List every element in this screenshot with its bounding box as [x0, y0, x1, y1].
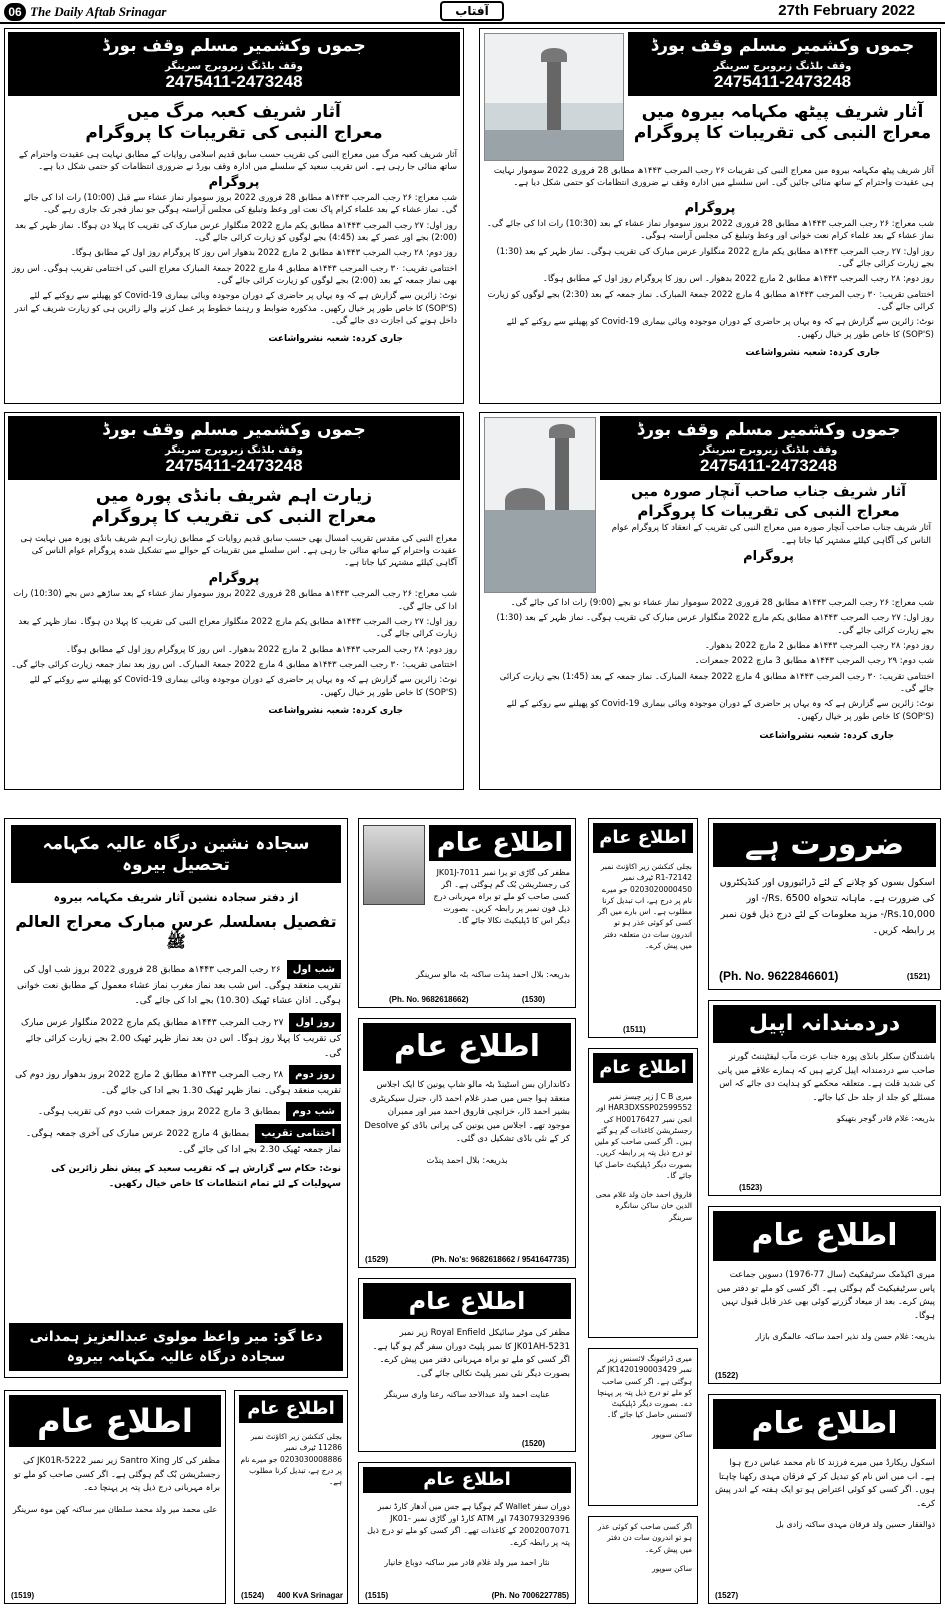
ad-title-line2: معراج النبی کی تقریب کا پروگرام	[91, 507, 377, 528]
dargah-schedule	[5, 960, 347, 1192]
board-phones: 2475411-2473248	[699, 456, 838, 475]
tag-shab-awal: شب اول	[287, 960, 341, 979]
program-item: اختتامی تقریب: ۳۰ رجب المرجب ۱۴۴۳ھ مطابق 4 مارچ 2022 جمعۃ المبارک۔ نماز جمعہ کے بعد (2:30) بجے لوگوں کو زیارت کرائی جائے گی۔	[487, 289, 934, 312]
program-item: شب دوم: ۲۹ رجب المرجب ۱۴۴۳ھ مطابق 3 مارچ 2022 جمعرات۔	[694, 656, 934, 667]
program-list	[480, 218, 940, 341]
program-item: شب معراج: ۲۶ رجب المرجب ۱۴۴۳ھ مطابق 28 فروری 2022 بروز سوموار نماز عشاء کے بعد (10:30) رات ادا کی جائے گی۔ نماز عشاء کے بعد علماء کرام نعت خوانی اور وعظ وتبلیغ کی مجلس آراستہ ہوگی۔	[486, 219, 934, 242]
notice-body: میری ڈرائیونگ لائسنس زیر نمبر JK1420190003429 گم ہوگئی ہے۔ اگر کسی صاحب کو ملے تو درج ذیل پتہ پر پہنچا دے۔ بصورت دیگر ڈپلیکیٹ لائسنس حاصل کیا جائے گا۔	[596, 1354, 692, 1420]
ad-title-line1: آثار شریف جناب صاحب آنچار صورہ میں	[631, 484, 906, 500]
dargah-head: سجادہ نشین درگاہ عالیہ مکہامہ تحصیل بیروہ	[11, 825, 341, 883]
ad-intro: آثار شریف پیٹھ مکہامہ بیروہ میں معراج النبی کی تقریبات ۲۶ رجب المرجب ۱۴۴۳ھ مطابق 28 فروری 2022 سوموار نہایت ہی عقیدت واحترام کے ساتھ منائی جائیں گی۔ اس سلسلے میں ادارہ وقف نے ضروری انتظامات کو حتمی شکل دیا ہے۔	[493, 166, 934, 189]
notice-by: عنایت احمد ولد عبدالاحد ساکنہ رعنا واری سرینگر	[384, 1390, 550, 1400]
ad-title-line1: آثار شریف کعبہ مرگ میں	[127, 102, 341, 122]
ad-title-line1: آثار شریف پیٹھ مکہامہ بیروہ میں	[641, 102, 924, 122]
waqf-ad-bandipora	[4, 412, 464, 790]
program-label: پروگرام	[208, 571, 260, 587]
program-item: روز دوم: ۲۸ رجب المرجب ۱۴۴۳ھ مطابق 2 مارچ 2022 بدھوار۔ اس روز کا پروگرام روز اول کے مطابق ہوگا۔	[542, 274, 934, 285]
program-item: روز دوم: ۲۸ رجب المرجب ۱۴۴۳ھ مطابق 2 مارچ 2022 بدھوار اس روز کا پروگرام روز اول کے مطابق ہوگا۔	[70, 248, 457, 259]
issuer: جاری کردہ: شعبہ نشرواشاعت	[759, 730, 894, 741]
notice-ref: (1515)	[365, 1591, 389, 1600]
board-phones: 2475411-2473248	[165, 456, 303, 475]
paper-logo: آفتاب	[440, 1, 504, 21]
notice-body: دکانداران بس اسٹینڈ بٹہ مالو شاپ یونین کا ایک اجلاس منعقد ہوا جس میں صدر غلام احمد ڈار، جنرل سیکریٹری بشیر احمد ڈار، خزانچی فاروق احمد میر اور ممبران موجود تھے۔ اجلاس میں یونین کی پرانی باڈی کو Desolve کر کے نئی باڈی تشکیل دی گئی۔	[364, 1080, 570, 1145]
notice-by: 400 KvA Srinagar	[277, 1591, 343, 1600]
page-number: 06	[4, 3, 26, 21]
tag-roz-awal: روز اول	[289, 1013, 341, 1032]
person-photo	[363, 825, 425, 905]
paper-name: The Daily Aftab Srinagar	[30, 4, 167, 19]
notice-1511	[588, 818, 698, 1038]
ad-title-line2: معراج النبی کی تقریبات کا پروگرام	[85, 123, 383, 144]
program-item: اختتامی تقریب: ۳۰ رجب المرجب ۱۴۴۳ھ مطابق 4 مارچ 2022 جمعۃ المبارک۔ نماز جمعہ کے بعد (1:45) بجے زیارت کرائی جائے گی۔	[499, 671, 934, 694]
waqf-ad-anchar-soura	[479, 412, 941, 790]
notice-small	[588, 1516, 698, 1604]
covid-note: نوٹ: زائرین سے گزارش ہے کہ وہ یہاں پر حاضری کے دوران موجودہ وبائی بیماری Covid-19 کو پھیلنے سے روکنے کے لئے (SOP'S) کا خاص طور پر خیال رکھیں۔ مذکورہ ضوابط و رہنما خطوط پر عمل کرنے والے زائرین ہی کو زیارت شریف کے اندر داخل ہونے کی اجازت دی جائے گی۔	[14, 291, 457, 326]
issuer: جاری کردہ: شعبہ نشرواشاعت	[745, 347, 880, 358]
notice-ref: (1524)	[241, 1591, 265, 1600]
dargah-note: نوٹ: حکام سے گزارش ہے کہ تقریب سعید کے پیش نظر زائرین کی سہولیات کے لئے تمام انتظامات کا خاص خیال رکھیں۔	[51, 1163, 341, 1190]
notice-1515	[358, 1462, 576, 1604]
notice-1524	[234, 1390, 348, 1604]
schedule-item: روز دوم۲۸ رجب المرجب ۱۴۴۳ھ مطابق 2 مارچ 2022 بروز بدھوار روز دوم کی تقریب منعقد ہوگی۔ نماز ظہر ٹھیک 1.30 بجے ادا کی جائے گی۔	[11, 1065, 341, 1099]
program-item: روز اول: ۲۷ رجب المرجب ۱۴۴۳ھ مطابق یکم مارچ 2022 منگلوار عرس مبارک کی تقریب ہوگی۔ نماز ظہر کے بعد (1:30) بجے زیارت کرائی جائے گی۔	[496, 246, 934, 269]
notice-1520	[358, 1278, 576, 1452]
notice-body: بجلی کنکشن زیر اکاؤنٹ نمبر 11286 ٹیرف نمبر 0203030008886 جو میرے نام پر درج ہے، تبدیل کرنا مطلوب ہے۔	[240, 1432, 342, 1486]
notice-heading: اطلاع عام	[593, 823, 693, 853]
page-header	[0, 0, 945, 24]
ad-intro: آثار شریف جناب صاحب آنچار صورہ میں معراج النبی کی تقریب کے انعقاد کا پروگرام عوام الناس کی آگاہی کیلئے مشتہر کیا جاتا ہے۔	[611, 523, 931, 546]
waqf-ad-makhama-beerwah	[479, 28, 941, 404]
board-phones: 2475411-2473248	[165, 72, 303, 91]
wanted-ad	[708, 818, 941, 990]
schedule-item: شب دومبمطابق 3 مارچ 2022 بروز جمعرات شب دوم کی تقریب ہوگی۔	[11, 1102, 341, 1121]
notice-ref: (1527)	[715, 1591, 739, 1600]
program-item: روز دوم: ۲۸ رجب المرجب ۱۴۴۳ھ مطابق 2 مارچ 2022 بدھوار۔	[704, 640, 934, 651]
notice-body: میری اکیڈمک سرٹیفکیٹ (سال 77-1976) دسویں جماعت پاس سرٹیفیکیٹ گم ہوگئی ہے۔ اگر کسی کو ملے تو دفتر میں پیش کرے۔ بعد از میعاد گزرنے کوئی بھی عذر قابل قبول نہیں ہوگا۔	[716, 1270, 935, 1321]
notice-driving-licence	[588, 1348, 698, 1506]
program-item: اختتامی تقریب: ۳۰ رجب المرجب ۱۴۴۳ھ مطابق 4 مارچ 2022 جمعۃ المبارک۔ اس روز بعد نماز جمعہ زیارت کرائی جائے گی۔	[11, 660, 457, 670]
notice-by: نثار احمد میر ولد غلام قادر میر ساکنہ دوباغ خانیار	[384, 1558, 550, 1567]
notice-by: علی محمد میر ولد محمد سلطان میر ساکنہ کھن موہ سرینگر	[12, 1504, 218, 1514]
ad-title-line2: معراج النبی کی تقریبات کا پروگرام	[633, 123, 932, 144]
notice-heading: اطلاع عام	[239, 1395, 343, 1423]
board-address: وقف بلڈنگ زیروبرج سرینگر	[165, 61, 303, 72]
schedule-item: اختتامی تقریببمطابق 4 مارچ 2022 عرس مبارک کی آخری جمعہ ہوگی۔ نماز جمعہ ٹھیک 2.30 بجے ادا کی جائے گی۔	[11, 1124, 341, 1158]
appeal-heading: دردمندانہ اپیل	[713, 1005, 936, 1043]
notice-phone: (Ph. No 7006227785)	[491, 1591, 569, 1600]
program-item: روز اول: ۲۷ رجب المرجب ۱۴۴۳ھ مطابق یکم مارچ 2022 منگلوار معراج النبی کی تقریب کا پہلا دن ہوگا۔ نماز ظہر کے بعد زیارت کرائی جائے گی۔	[18, 617, 457, 640]
ad-intro: آثار شریف کعبہ مرگ میں معراج النبی کی تقریب حسب سابق قدیم اسلامی روایات کے مطابق نہایت ہی عقیدت واحترام کے ساتھ منائی جا رہی ہے۔ اس تقریب سعید کے سلسلے میں ادارہ وقف بورڈ نے ضروری انتظامات کو حتمی شکل دیا ہے۔	[18, 149, 457, 172]
wanted-phone: (Ph. No. 9622846601)	[719, 969, 839, 983]
waqf-ad-kaba-marg	[4, 28, 464, 404]
program-label: پروگرام	[684, 201, 736, 216]
board-title: جموں وکشمیر مسلم وقف بورڈ	[600, 416, 937, 444]
notice-heading: اطلاع عام	[713, 1211, 936, 1261]
program-item: روز اول: ۲۷ رجب المرجب ۱۴۴۳ھ مطابق یکم مارچ 2022 منگلوار عرس مبارک کی تقریب کا پہلا دن ہوگا۔ نماز ظہر کے بعد (2:00) بجے اور عصر کے بعد (4:45) بجے لوگوں کو زیارت کرائی جائے گی۔	[15, 220, 457, 244]
ad-title-line1: زیارت اہم شریف بانڈی پورہ میں	[95, 486, 373, 506]
notice-heading: اطلاع عام	[713, 1399, 936, 1449]
notice-heading: اطلاع عام	[363, 1283, 571, 1319]
program-item: شب معراج: ۲۶ رجب المرجب ۱۴۴۳ھ مطابق 28 فروری 2022 بروز سوموار نماز عشاء سے قبل (10:00) رات ادا کی جائے گی۔ نماز عشاء کے بعد علماء کرام پاک نعت اور وعظ وتبلیغ کی مجلس آراستہ ہوگی جو نماز فجر تک جاری رہے گی۔	[23, 193, 457, 216]
notice-ref: (1530)	[521, 995, 545, 1004]
board-address: وقف بلڈنگ زیروبرج سرینگر	[165, 445, 303, 456]
notice-by: ذوالفقار حسین ولد فرقان مہدی ساکنہ زادی بل	[775, 1520, 935, 1530]
shrine-photo	[484, 417, 596, 593]
board-address: وقف بلڈنگ زیروبرج سرینگر	[713, 61, 852, 72]
program-label: پروگرام	[743, 548, 794, 564]
notice-heading: اطلاع عام	[363, 1467, 571, 1493]
appeal-ad	[708, 1000, 941, 1196]
notice-body: مظفر کی گاڑی تو یرا نمبر JK01J-7011 کی رجسٹریشن بُک گم ہوگئی ہے۔ اگر کسی صاحب کو ملے تو براہ مہربانی درج ذیل فون نمبر پر رابطہ کریں۔ بصورت دیگر اس کا ڈپلیکیٹ نکالا جائے گا۔	[433, 868, 570, 925]
board-address: وقف بلڈنگ زیروبرج سرینگر	[699, 445, 838, 456]
dargah-sajjada: سجادہ درگاہ عالیہ مکہامہ بیروہ	[66, 1349, 286, 1365]
notice-phone: (Ph. No. 9682618662)	[389, 995, 469, 1004]
tag-roz-doum: روز دوم	[289, 1065, 341, 1084]
wanted-ref: (1521)	[906, 972, 930, 981]
wanted-heading: ضرورت ہے	[713, 823, 936, 867]
program-list	[5, 192, 463, 327]
appeal-ref: (1523)	[739, 1183, 763, 1192]
notice-ref: (1522)	[715, 1371, 739, 1380]
notice-1522	[708, 1206, 941, 1384]
tag-ikhtitami: اختتامی تقریب	[255, 1124, 341, 1143]
notice-jcb	[588, 1048, 698, 1338]
program-list	[480, 597, 940, 743]
dargah-from: از دفتر سجادہ نشین آثار شریف مکہامہ بیروہ	[53, 891, 299, 904]
notice-heading: اطلاع عام	[429, 825, 571, 861]
board-phones: 2475411-2473248	[713, 72, 852, 91]
notice-phone: (Ph. No's: 9682618662 / 9541647735)	[431, 1255, 569, 1264]
issuer: جاری کردہ: شعبہ نشرواشاعت	[268, 334, 403, 345]
notice-ref: (1511)	[623, 1025, 646, 1034]
notice-by: بذریعہ: غلام حسن ولد نذیر احمد ساکنہ عالمگری بازار	[755, 1332, 935, 1342]
appeal-by: بذریعہ: غلام قادر گوجر بتھیکو	[836, 1114, 935, 1124]
notice-by: ساکن سوپور	[652, 1563, 692, 1573]
schedule-item: روز اول۲۷ رجب المرجب ۱۴۴۳ھ مطابق یکم مارچ 2022 منگلوار عرس مبارک کی تقریب کا پہلا روز ہوگا۔ اس دن بعد نماز ظہر ٹھیک 2.00 بجے زیارت کرائی جائے گی۔	[11, 1013, 341, 1063]
appeal-body: باشندگان سکلر بانڈی پورہ جناب عزت مآب لیفٹیننٹ گورنر صاحب سے دردمندانہ اپیل کرتے ہیں کہ ہمارے علاقے میں پانی کی شدید قلت ہے۔ متعلقہ محکمے کو ہدایت دی جائے کہ اس مسئلے کو جلد از جلد حل کیا جائے۔	[717, 1052, 935, 1103]
board-title: جموں وکشمیر مسلم وقف بورڈ	[628, 32, 937, 60]
notice-by: فاروق احمد خان ولد غلام محی الدین خان ساکن سانگرہ سرینگر	[595, 1190, 692, 1222]
dargah-prayer: دعا گو: میر واعظ مولوی عبدالعزیز ہمدانی	[29, 1329, 323, 1345]
program-item: روز اول: ۲۷ رجب المرجب ۱۴۴۳ھ مطابق یکم مارچ 2022 منگلوار عرس مبارک کی تقریب ہوگی۔ نماز ظہر کے بعد (1:30) بجے زیارت کرائی جائے گی۔	[496, 613, 934, 636]
notice-by: بذریعہ: بلال احمد پنڈت	[426, 1155, 508, 1166]
program-item: شب معراج: ۲۶ رجب المرجب ۱۴۴۳ھ مطابق 28 فروری 2022 سوموار نماز عشاء نو بجے (9:00) رات ادا کی جائے گی۔	[510, 598, 934, 608]
notice-body: دوران سفر Wallet گم ہوگیا ہے جس میں آدھار کارڈ نمبر 743079329396 اور ATM کارڈ اور گاڑی نمبر JK01-2002007071 کے کاغذات تھے۔ اگر کسی کو ملے تو درج ذیل پتہ پر رابطہ کرے۔	[367, 1502, 570, 1547]
program-label: پروگرام	[208, 175, 260, 191]
notice-ref: (1529)	[365, 1255, 389, 1264]
notice-ref: (1519)	[11, 1591, 35, 1600]
board-title: جموں وکشمیر مسلم وقف بورڈ	[8, 416, 460, 444]
notice-body: مظفر کی کار Santro Xing زیر نمبر JK01R-5222 کی رجسٹریشن بُک گم ہوگئی ہے۔ اگر کسی صاحب کو ملے تو براہ مہربانی درج ذیل پتہ پر پہنچا دے۔	[13, 1456, 220, 1494]
dargah-title: تفصیل بسلسلہ عرس مبارک معراج العالم ﷺ	[15, 912, 337, 951]
covid-note: نوٹ: زائرین سے گزارش ہے کہ وہ یہاں پر حاضری کے دوران موجودہ وبائی بیماری Covid-19 کو پھیلنے سے روکنے کے لئے (SOP'S) کا خاص طور پر خیال رکھیں۔	[506, 699, 934, 722]
notice-1529	[358, 1018, 576, 1268]
board-title: جموں وکشمیر مسلم وقف بورڈ	[8, 32, 460, 60]
tag-shab-doum: شب دوم	[286, 1102, 341, 1121]
notice-heading: اطلاع عام	[593, 1053, 693, 1083]
dargah-urs-ad	[4, 818, 348, 1378]
schedule-item: شب اول۲۶ رجب المرجب ۱۴۴۳ھ مطابق 28 فروری 2022 بروز شب اول کی تقریب منعقد ہوگی۔ اس شب بعد نماز مغرب نماز عشاء معمول کے مطابق نعت خوانی ہوگی۔ اذان عشاء ٹھیک (10.30) بجے ادا کی جائے گی۔	[11, 960, 341, 1010]
ad-intro: معراج النبی کی مقدس تقریب امسال بھی حسب سابق قدیم روایات کے مطابق زیارت اہم شریف بانڈی پورہ میں نہایت ہی عقیدت واحترام کے ساتھ منائی جا رہی ہے۔ اس سلسلے میں تقریبات کے حوالے سے تشکیل شدہ پروگرام عوام الناس کی آگاہی کیلئے مشتہر کیا جاتا ہے۔	[20, 533, 457, 569]
ad-title-line2: معراج النبی کی تقریبات کا پروگرام	[637, 501, 900, 520]
shrine-photo	[484, 33, 624, 161]
program-list	[5, 588, 463, 699]
covid-note: نوٹ: زائرین سے گزارش ہے کہ وہ یہاں پر حاضری کے دوران موجودہ وبائی بیماری Covid-19 کو پھیلنے سے روکنے کے لئے (SOP'S) کا خاص طور پر خیال رکھیں۔	[29, 675, 457, 698]
issuer: جاری کردہ: شعبہ نشرواشاعت	[268, 705, 403, 716]
notice-heading: اطلاع عام	[9, 1395, 221, 1447]
program-item: روز دوم: ۲۸ رجب المرجب ۱۴۴۳ھ مطابق 2 مارچ 2022 بدھوار۔ اس روز کا پروگرام روز اول کے مطابق ہوگا۔	[65, 644, 457, 655]
covid-note: نوٹ: زائرین سے گزارش ہے کہ وہ یہاں پر حاضری کے دوران موجودہ وبائی بیماری Covid-19 کو پھیلنے سے روکنے کے لئے (SOP'S) کا خاص طور پر خیال رکھیں۔	[506, 317, 934, 340]
notice-body: اسکول ریکارڈ میں میرے فرزند کا نام محمد عباس درج ہوا ہے۔ اب میں اس نام کو تبدیل کر کے فرقان مہدی رکھنا چاہتا ہوں۔ اگر کسی کو کوئی اعتراض ہو تو ایک ہفتہ کے اندر پیش کرے۔	[715, 1458, 935, 1509]
notice-by: بدریعہ: بلال احمد پنڈت ساکنہ بٹہ مالو سرینگر	[416, 970, 570, 979]
notice-by: ساکن سوپور	[652, 1429, 692, 1439]
notice-1527	[708, 1394, 941, 1604]
notice-1530	[358, 818, 576, 1008]
program-item: شب معراج: ۲۶ رجب المرجب ۱۴۴۳ھ مطابق 28 فروری 2022 بروز سوموار نماز عشاء کے بعد ساڑھے دس بجے (10:30) رات ادا کی جائے گی۔	[13, 589, 457, 612]
notice-heading: اطلاع عام	[363, 1023, 571, 1071]
notice-body: اگر کسی صاحب کو کوئی عذر ہو تو اندرون سات دن دفتر میں پیش کرے۔	[597, 1522, 692, 1554]
wanted-body: اسکول بسوں کو چلانے کے لئے ڈرائیوروں اور کنڈیکٹروں کی ضرورت ہے۔ ماہانہ تنخواہ Rs. 6500/- اور Rs.10,000/- مزید معلومات کے لئے درج ذیل فون نمبر پر رابطہ کریں۔	[719, 877, 935, 937]
notice-ref: (1520)	[521, 1439, 545, 1448]
issue-date: 27th February 2022	[778, 2, 915, 19]
program-item: اختتامی تقریب: ۳۰ رجب المرجب ۱۴۴۳ھ مطابق 4 مارچ 2022 جمعۃ المبارک معراج النبی کی اختتامی تقریب ہوگی۔ اس روز بھی نماز جمعہ کے بعد (2:00) بجے لوگوں کو زیارت کرائی جائے گی۔	[12, 263, 457, 286]
notice-body: بجلی کنکشن زیر اکاؤنٹ نمبر 72142-R1 ٹیرف نمبر 0203020000450 جو میرے نام پر درج ہے، اب تبدیل کرنا مطلوب ہے۔ اس بارے میں اگر کسی کو کوئی عذر ہو تو اندرون سات دن متعلقہ دفتر میں پیش کرے۔	[597, 862, 692, 950]
notice-1519	[4, 1390, 226, 1604]
notice-body: مظفر کی موٹر سائیکل Royal Enfield زیر نمبر JK01AH-5231 کا نمبر پلیٹ دوران سفر گم ہو گیا ہے۔ اگر کسی کو ملے تو براہ مہربانی دفتر میں پیش کرے۔ بصورت دیگر نئی نمبر پلیٹ نکالی جائے گی۔	[372, 1328, 570, 1379]
notice-body: میری J C B زیر چیسز نمبر HAR3DXSSP02599552 اور انجن نمبر H00176427 کی رجسٹریشن کاغذات گم ہو گئے ہیں۔ اگر کسی صاحب کو ملیں تو درج ذیل پتہ پر رابطہ کریں۔ بصورت دیگر ڈپلیکیٹ حاصل کیا جائے گا۔	[594, 1092, 692, 1180]
